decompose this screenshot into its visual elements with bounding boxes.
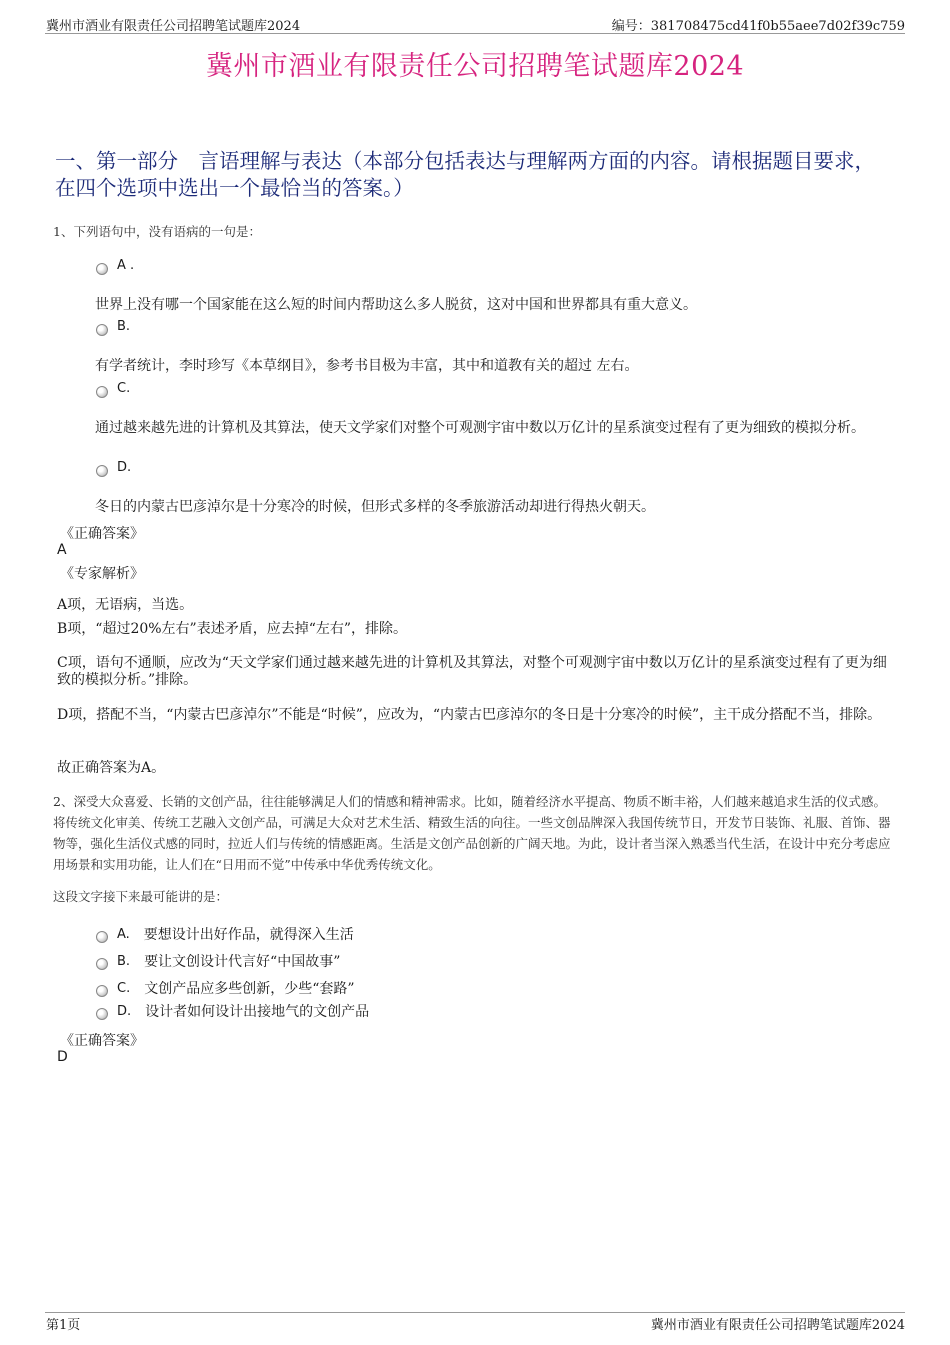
footer-doc-title: 冀州市酒业有限责任公司招聘笔试题库2024 bbox=[650, 1318, 905, 1333]
option-text: 要让文创设计代言好“中国故事” bbox=[144, 954, 341, 970]
option-text: 文创产品应多些创新，少些“套路” bbox=[144, 981, 355, 997]
radio-button-icon[interactable] bbox=[96, 958, 108, 970]
analysis-line-c: C项，语句不通顺，应改为“天文学家们通过越来越先进的计算机及其算法，对整个可观测宇宙中数以万亿计的星系演变过程有了更为细致的模拟分析。”排除。 bbox=[57, 655, 887, 688]
q1-option-c[interactable] bbox=[96, 381, 130, 396]
radio-button-icon[interactable] bbox=[96, 465, 108, 477]
q1-option-d[interactable] bbox=[96, 460, 131, 475]
expert-analysis-label: 《专家解析》 bbox=[60, 566, 144, 582]
analysis-line-a: A项，无语病，当选。 bbox=[57, 597, 194, 613]
analysis-line-d: D项，搭配不当，“内蒙古巴彦淖尔”不能是“时候”，应改为，“内蒙古巴彦淖尔的冬日是十分寒冷的时候”，主干成分搭配不当，排除。 bbox=[57, 707, 882, 723]
option-letter: A. bbox=[117, 926, 130, 942]
option-text: 要想设计出好作品，就得深入生活 bbox=[143, 927, 354, 943]
radio-button-icon[interactable] bbox=[96, 324, 108, 336]
q2-option-b[interactable] bbox=[96, 951, 340, 971]
page-number: 第1页 bbox=[46, 1318, 81, 1333]
question-1-stem: 1、下列语句中，没有语病的一句是： bbox=[53, 224, 261, 239]
q1-option-a-text: 世界上没有哪一个国家能在这么短的时间内帮助这么多人脱贫，这对中国和世界都具有重大意义。 bbox=[95, 297, 697, 313]
radio-button-icon[interactable] bbox=[96, 263, 108, 275]
option-letter: D. bbox=[117, 1003, 132, 1019]
q1-option-b-text: 有学者统计，李时珍写《本草纲目》，参考书目极为丰富，其中和道教有关的超过 左右。 bbox=[95, 358, 639, 374]
correct-answer-label: 《正确答案》 bbox=[60, 526, 144, 542]
option-letter: C. bbox=[117, 381, 131, 396]
page-title: 冀州市酒业有限责任公司招聘笔试题库2024 bbox=[205, 51, 745, 82]
radio-button-icon[interactable] bbox=[96, 931, 108, 943]
header-doc-title: 冀州市酒业有限责任公司招聘笔试题库2024 bbox=[46, 19, 301, 34]
option-letter: B. bbox=[117, 319, 131, 334]
q2-option-d[interactable] bbox=[96, 1001, 369, 1021]
option-letter: B. bbox=[117, 953, 131, 969]
question-2-stem: 这段文字接下来最可能讲的是： bbox=[53, 889, 229, 904]
correct-answer-value: A bbox=[57, 542, 67, 558]
analysis-conclusion: 故正确答案为A。 bbox=[57, 760, 166, 776]
header-doc-number: 编号：381708475cd41f0b55aee7d02f39c759 bbox=[611, 19, 905, 34]
option-letter: A . bbox=[117, 258, 135, 273]
q1-option-c-text: 通过越来越先进的计算机及其算法，使天文学家们对整个可观测宇宙中数以万亿计的星系演变过程有了更为细致的模拟分析。 bbox=[95, 420, 865, 436]
question-2-passage: 2、深受大众喜爱、长销的文创产品，往往能够满足人们的情感和精神需求。比如，随着经济水平提高、物质不断丰裕，人们越来越追求生活的仪式感。将传统文化审美、传统工艺融入文创产品，可满足大众对艺术生活、精致生活的向往。一些文创品牌深入我国传统节日，开发节日装饰、礼服、首饰、器物等，强化生活仪式感的同时，拉近人们与传统的情感距离。生活是文创产品创新的广阔天地。为此，设计者当深入熟悉当代生活，在设计中充分考虑应用场景和实用功能，让人们在“日用而不觉”中传承中华优秀传统文化。 bbox=[53, 794, 891, 872]
option-text: 设计者如何设计出接地气的文创产品 bbox=[145, 1004, 370, 1020]
q2-option-c[interactable] bbox=[96, 978, 355, 998]
section-heading: 一、第一部分 言语理解与表达（本部分包括表达与理解两方面的内容。请根据题目要求，在四个选项中选出一个最恰当的答案。） bbox=[55, 149, 875, 200]
correct-answer-value: D bbox=[57, 1049, 68, 1065]
analysis-line-b: B项，“超过20%左右”表述矛盾，应去掉“左右”，排除。 bbox=[57, 621, 408, 637]
q2-option-a[interactable] bbox=[96, 924, 354, 944]
correct-answer-label: 《正确答案》 bbox=[60, 1033, 144, 1049]
q1-option-b[interactable] bbox=[96, 319, 130, 334]
header-divider bbox=[45, 33, 905, 34]
radio-button-icon[interactable] bbox=[96, 985, 108, 997]
option-letter: D. bbox=[117, 460, 132, 475]
footer-divider bbox=[45, 1312, 905, 1313]
radio-button-icon[interactable] bbox=[96, 386, 108, 398]
q1-option-d-text: 冬日的内蒙古巴彦淖尔是十分寒冷的时候，但形式多样的冬季旅游活动却进行得热火朝天。 bbox=[95, 499, 655, 515]
radio-button-icon[interactable] bbox=[96, 1008, 108, 1020]
option-letter: C. bbox=[117, 980, 131, 996]
q1-option-a[interactable] bbox=[96, 258, 134, 273]
